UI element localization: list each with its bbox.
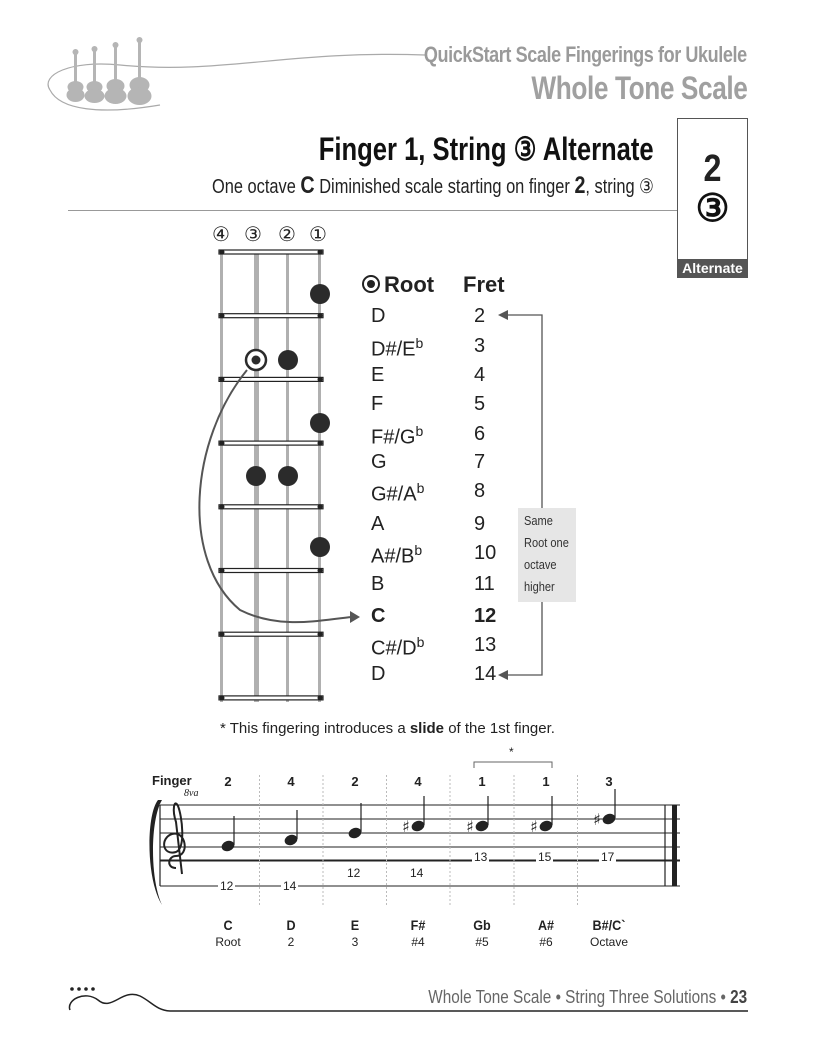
finger-number: 2 xyxy=(224,774,232,789)
note-name: D xyxy=(371,305,386,327)
finger-number: 3 xyxy=(605,774,613,789)
table-head-fret: Fret xyxy=(463,272,505,297)
finger-label: Finger xyxy=(152,773,192,788)
sharp-sign: ♯ xyxy=(402,817,410,836)
tab-fret-number: 13 xyxy=(474,850,488,864)
tab-fret-number: 14 xyxy=(283,879,297,893)
fret-number: 13 xyxy=(474,634,497,656)
tab-fret-number: 12 xyxy=(220,879,234,893)
page-title: Finger 1, String ③ Alternate xyxy=(319,131,654,167)
note-name: G xyxy=(371,451,387,473)
interval-label: #4 xyxy=(411,935,425,949)
note-name-label: D xyxy=(286,917,296,933)
note-name-label: E xyxy=(350,917,360,933)
fret-number: 9 xyxy=(474,513,486,535)
fret-number: 7 xyxy=(474,451,486,473)
treble-clef-icon xyxy=(164,803,185,874)
finger-number: 4 xyxy=(414,774,422,789)
finger-number: 1 xyxy=(478,774,486,789)
interval-label: 3 xyxy=(351,935,359,949)
note-name: C xyxy=(371,605,386,627)
octave-note-line: higher xyxy=(524,579,555,594)
note-name: $D\#/E^b$ xyxy=(371,335,424,361)
slide-bracket xyxy=(474,762,552,768)
slide-footnote: * This fingering introduces a slide of the 1st finger. xyxy=(220,720,555,737)
octave-note-line: Root one xyxy=(524,535,569,550)
fret-number: 12 xyxy=(474,605,497,627)
note-name: D xyxy=(371,663,386,685)
finger-number: 2 xyxy=(351,774,359,789)
string-label-4: ④ xyxy=(212,224,230,246)
page-number: 23 xyxy=(729,987,747,1007)
interval-label: #6 xyxy=(539,935,553,949)
octave-note-line: Same xyxy=(524,513,553,528)
note-name: A xyxy=(371,513,385,535)
fret-number: 8 xyxy=(474,480,486,502)
fret-number: 2 xyxy=(474,305,486,327)
note-name-label: B#/C` xyxy=(592,917,626,933)
footer-text: Whole Tone Scale • String Three Solutions • 23 xyxy=(428,987,747,1007)
note-name: $F\#/G^b$ xyxy=(371,423,424,449)
octave-mark: 8va xyxy=(184,788,199,799)
side-tab-string: ③ xyxy=(695,188,730,230)
final-thick-bar xyxy=(672,805,677,886)
fret-number: 5 xyxy=(474,393,486,415)
interval-label: Octave xyxy=(589,935,628,949)
interval-label: Root xyxy=(215,935,241,949)
tab-fret-number: 17 xyxy=(601,850,615,864)
note-name-label: C xyxy=(223,917,233,933)
series-title: QuickStart Scale Fingerings for Ukulele xyxy=(424,42,747,67)
tab-fret-number: 14 xyxy=(410,866,424,880)
side-tab-label: Alternate xyxy=(677,259,748,278)
fret-number: 11 xyxy=(474,573,495,595)
note-name: E xyxy=(371,364,385,386)
sharp-sign: ♯ xyxy=(593,810,601,829)
note-name: $A\#/B^b$ xyxy=(371,542,423,568)
interval-label: 2 xyxy=(287,935,295,949)
interval-label: #5 xyxy=(475,935,489,949)
scale-title: Whole Tone Scale xyxy=(530,70,747,106)
tab-fret-number: 12 xyxy=(347,866,361,880)
string-label-2: ② xyxy=(278,224,296,246)
note-name: B xyxy=(371,573,385,595)
page-subtitle: One octave C Diminished scale starting on finger 2, string ③ xyxy=(212,172,654,199)
note-name: $C\#/D^b$ xyxy=(371,634,425,660)
octave-note-line: octave xyxy=(524,557,557,572)
note-name-label: F# xyxy=(410,917,426,933)
table-head-root: Root xyxy=(362,272,434,298)
finger-number: 4 xyxy=(287,774,295,789)
sharp-sign: ♯ xyxy=(466,817,474,836)
note-name-label: A# xyxy=(537,917,555,933)
slide-mark: * xyxy=(509,745,514,759)
fret-number: 4 xyxy=(474,364,486,386)
tab-fret-number: 15 xyxy=(538,850,552,864)
fret-number: 10 xyxy=(474,542,497,564)
sharp-sign: ♯ xyxy=(530,817,538,836)
note-name: $G\#/A^b$ xyxy=(371,480,425,506)
fret-number: 14 xyxy=(474,663,497,685)
string-label-3: ③ xyxy=(244,224,262,246)
note-name: F xyxy=(371,393,384,415)
note-name-label: Gb xyxy=(473,917,491,933)
finger-number: 1 xyxy=(542,774,550,789)
side-tab-finger: 2 xyxy=(703,148,722,190)
fret-number: 6 xyxy=(474,423,486,445)
string-label-1: ① xyxy=(309,224,327,246)
fret-number: 3 xyxy=(474,335,486,357)
